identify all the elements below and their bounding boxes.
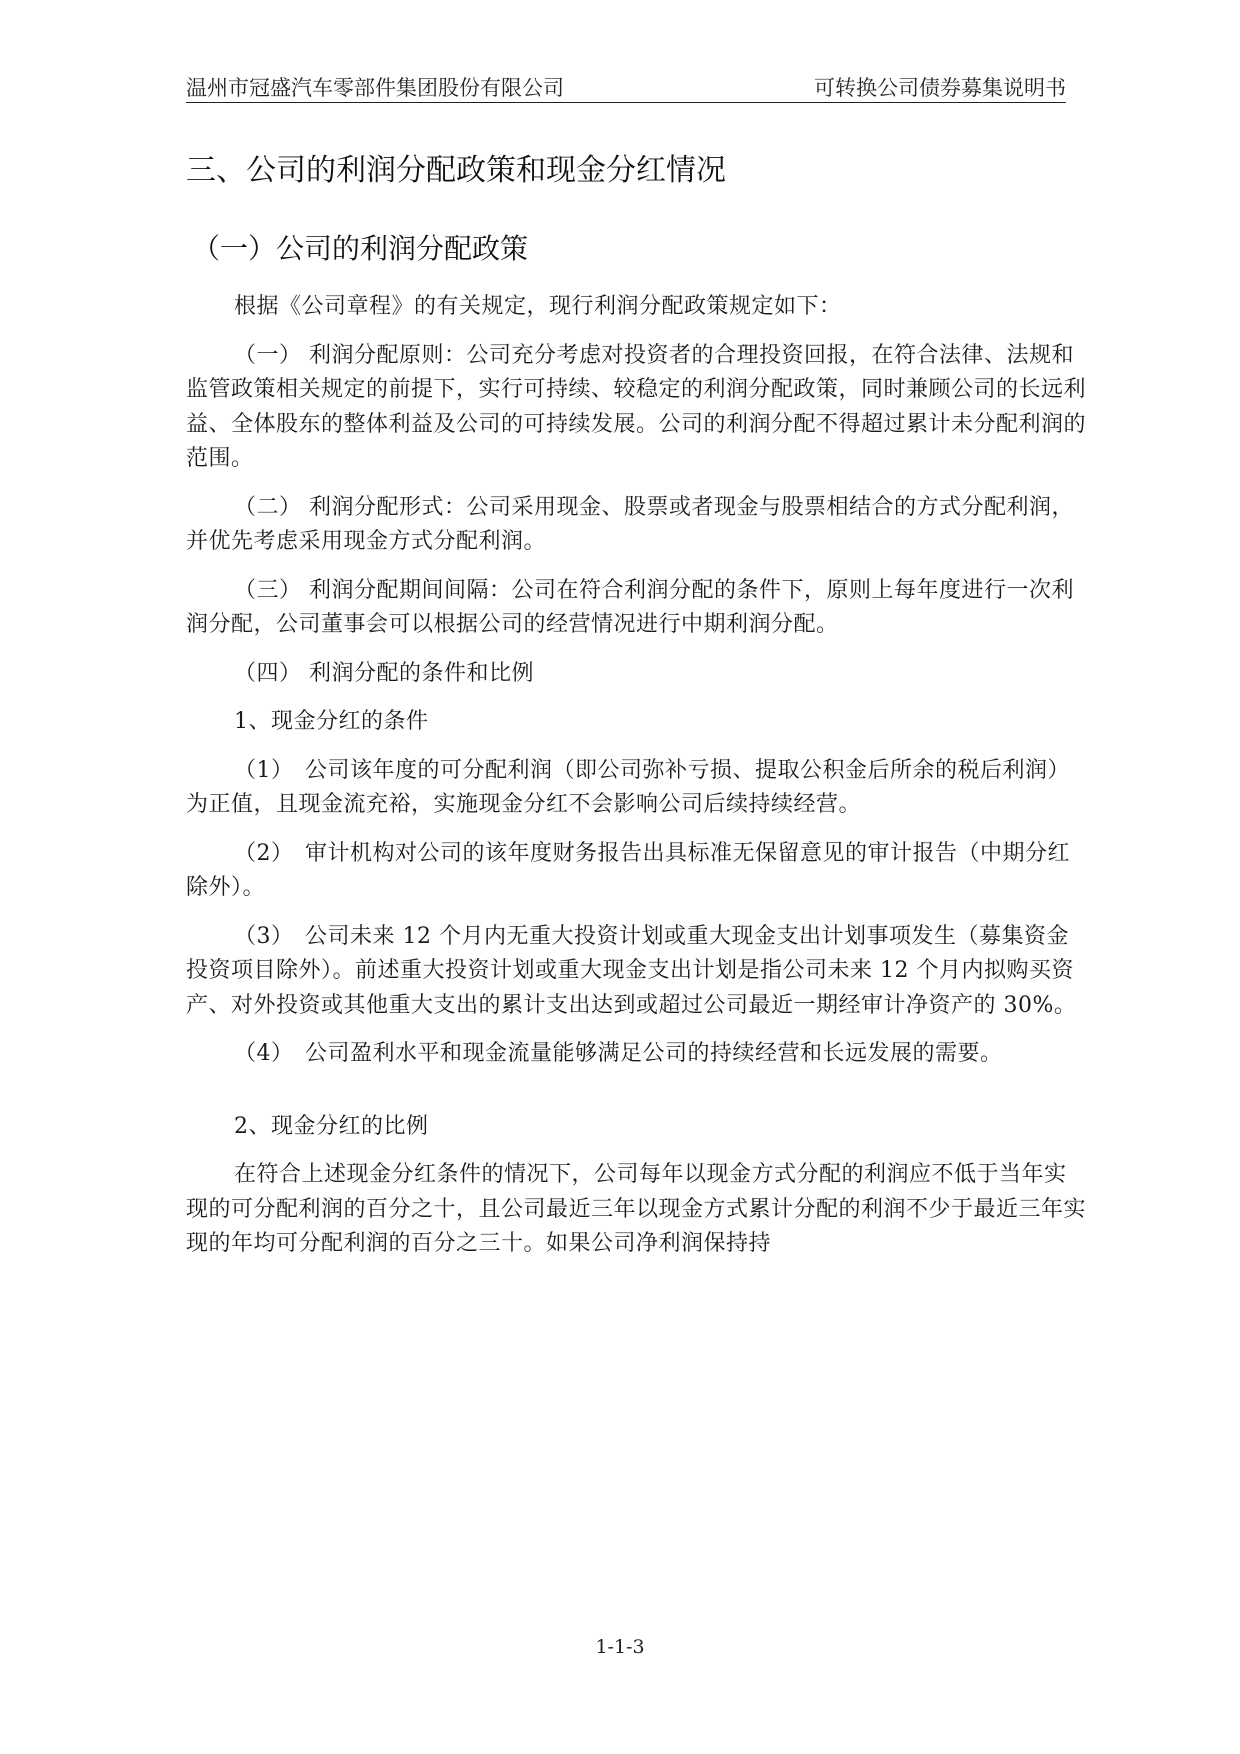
header-document-title: 可转换公司债券募集说明书 (814, 76, 1066, 100)
paragraph-interval: （三） 利润分配期间间隔：公司在符合利润分配的条件下，原则上每年度进行一次利润分配，公司董事会可以根据公司的经营情况进行中期利润分配。 (186, 577, 1074, 637)
document-body (186, 148, 1086, 1276)
paragraph-conditions-heading: （四） 利润分配的条件和比例 (234, 660, 534, 686)
paragraph-form: （二） 利润分配形式：公司采用现金、股票或者现金与股票相结合的方式分配利润，并优先考虑采用现金方式分配利润。 (186, 494, 1074, 554)
paragraph-condition-3: （3） 公司未来 12 个月内无重大投资计划或重大现金支出计划事项发生（募集资金投资项目除外）。前述重大投资计划或重大现金支出计划是指公司未来 12 个月内拟购买资产、对外投资或其他重大支出的累计支出达到或超过公司最近一期经审计净资产的 30%。 (186, 923, 1077, 1018)
paragraph-condition-4: （4） 公司盈利水平和现金流量能够满足公司的持续经营和长远发展的需要。 (234, 1041, 1003, 1066)
page-header (186, 74, 1066, 103)
paragraph-cash-dividend-conditions: 1、现金分红的条件 (234, 709, 429, 734)
paragraph-condition-1: （1） 公司该年度的可分配利润（即公司弥补亏损、提取公积金后所余的税后利润）为正值，且现金流充裕，实施现金分红不会影响公司后续持续经营。 (186, 757, 1070, 817)
paragraph-ratio-detail: 在符合上述现金分红条件的情况下，公司每年以现金方式分配的利润应不低于当年实现的可分配利润的百分之十，且公司最近三年以现金方式累计分配的利润不少于最近三年实现的年均可分配利润的百分之三十。如果公司净利润保持持 (186, 1162, 1087, 1256)
subsection-title: （一）公司的利润分配政策 (192, 232, 529, 265)
header-company-name: 温州市冠盛汽车零部件集团股份有限公司 (186, 76, 564, 100)
paragraph-principle: （一） 利润分配原则：公司充分考虑对投资者的合理投资回报，在符合法律、法规和监管政策相关规定的前提下，实行可持续、较稳定的利润分配政策，同时兼顾公司的长远利益、全体股东的整体利益及公司的可持续发展。公司的利润分配不得超过累计未分配利润的范围。 (186, 342, 1087, 471)
page-number: 1-1-3 (595, 1636, 645, 1658)
paragraph-intro: 根据《公司章程》的有关规定，现行利润分配政策规定如下： (234, 294, 842, 319)
paragraph-cash-dividend-ratio: 2、现金分红的比例 (234, 1113, 429, 1139)
section-title: 三、公司的利润分配政策和现金分红情况 (186, 153, 726, 188)
paragraph-condition-2: （2） 审计机构对公司的该年度财务报告出具标准无保留意见的审计报告（中期分红除外）。 (186, 840, 1070, 900)
